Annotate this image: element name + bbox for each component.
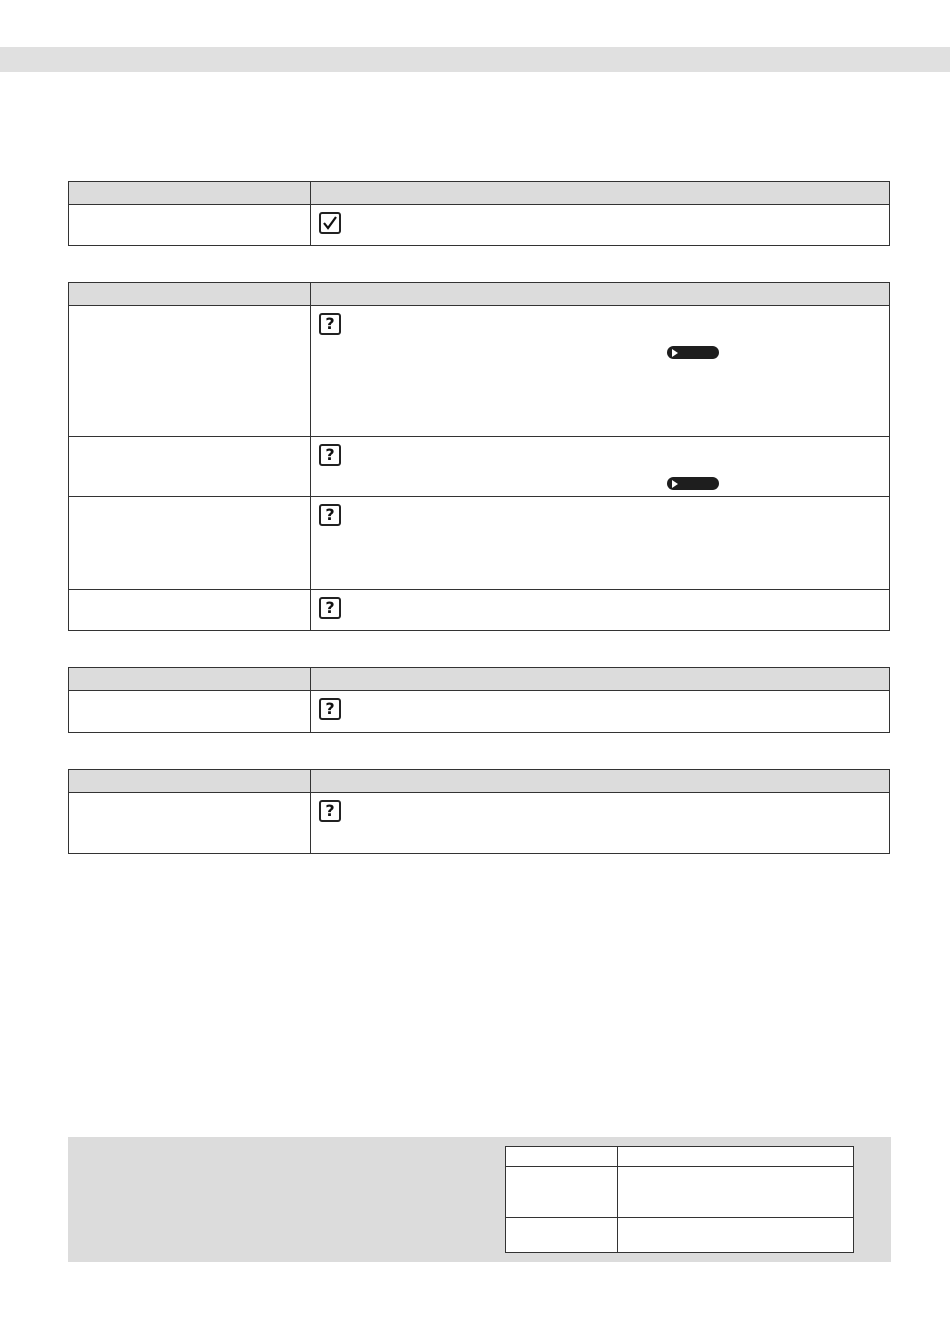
- table-row: [69, 691, 889, 732]
- table-2: [68, 282, 890, 631]
- row-label: [69, 793, 311, 853]
- header-cell-1: [69, 182, 311, 204]
- table-row: [69, 793, 889, 853]
- mini-table-header: [506, 1147, 853, 1167]
- top-band: [0, 47, 950, 72]
- row-label: [69, 437, 311, 496]
- row-content: [311, 793, 889, 853]
- table-4: [68, 769, 890, 854]
- mini-cell: [506, 1218, 618, 1252]
- header-cell-2: [311, 182, 889, 204]
- table-header: [69, 182, 889, 205]
- question-icon: ?: [319, 504, 341, 526]
- row-label: [69, 691, 311, 732]
- row-label: [69, 590, 311, 630]
- row-label: [69, 205, 311, 245]
- row-content: [311, 306, 889, 436]
- row-content: [311, 437, 889, 496]
- table-row: [69, 205, 889, 245]
- table-row: [69, 589, 889, 630]
- header-cell-1: [69, 668, 311, 690]
- mini-table: [505, 1146, 854, 1253]
- question-icon: ?: [319, 597, 341, 619]
- question-icon: ?: [319, 800, 341, 822]
- table-row: [69, 306, 889, 436]
- table-header: [69, 770, 889, 793]
- row-content: [311, 205, 889, 245]
- mini-table-row: [506, 1218, 853, 1252]
- check-icon: [319, 212, 341, 234]
- row-label: [69, 306, 311, 436]
- mini-header-cell-2: [618, 1147, 853, 1166]
- question-icon: ?: [319, 313, 341, 335]
- mini-table-row: [506, 1167, 853, 1218]
- question-icon: ?: [319, 444, 341, 466]
- table-header: [69, 668, 889, 691]
- mini-cell: [618, 1167, 853, 1217]
- question-icon: ?: [319, 698, 341, 720]
- table-row: [69, 436, 889, 496]
- row-label: [69, 497, 311, 589]
- play-button[interactable]: [667, 346, 719, 359]
- table-1: [68, 181, 890, 246]
- header-cell-2: [311, 283, 889, 305]
- row-content: [311, 691, 889, 732]
- header-cell-1: [69, 283, 311, 305]
- header-cell-2: [311, 770, 889, 792]
- row-content: [311, 590, 889, 630]
- table-header: [69, 283, 889, 306]
- header-cell-1: [69, 770, 311, 792]
- mini-cell: [618, 1218, 853, 1252]
- mini-cell: [506, 1167, 618, 1217]
- row-content: [311, 497, 889, 589]
- header-cell-2: [311, 668, 889, 690]
- table-3: [68, 667, 890, 733]
- table-row: [69, 496, 889, 589]
- mini-header-cell-1: [506, 1147, 618, 1166]
- play-button[interactable]: [667, 477, 719, 490]
